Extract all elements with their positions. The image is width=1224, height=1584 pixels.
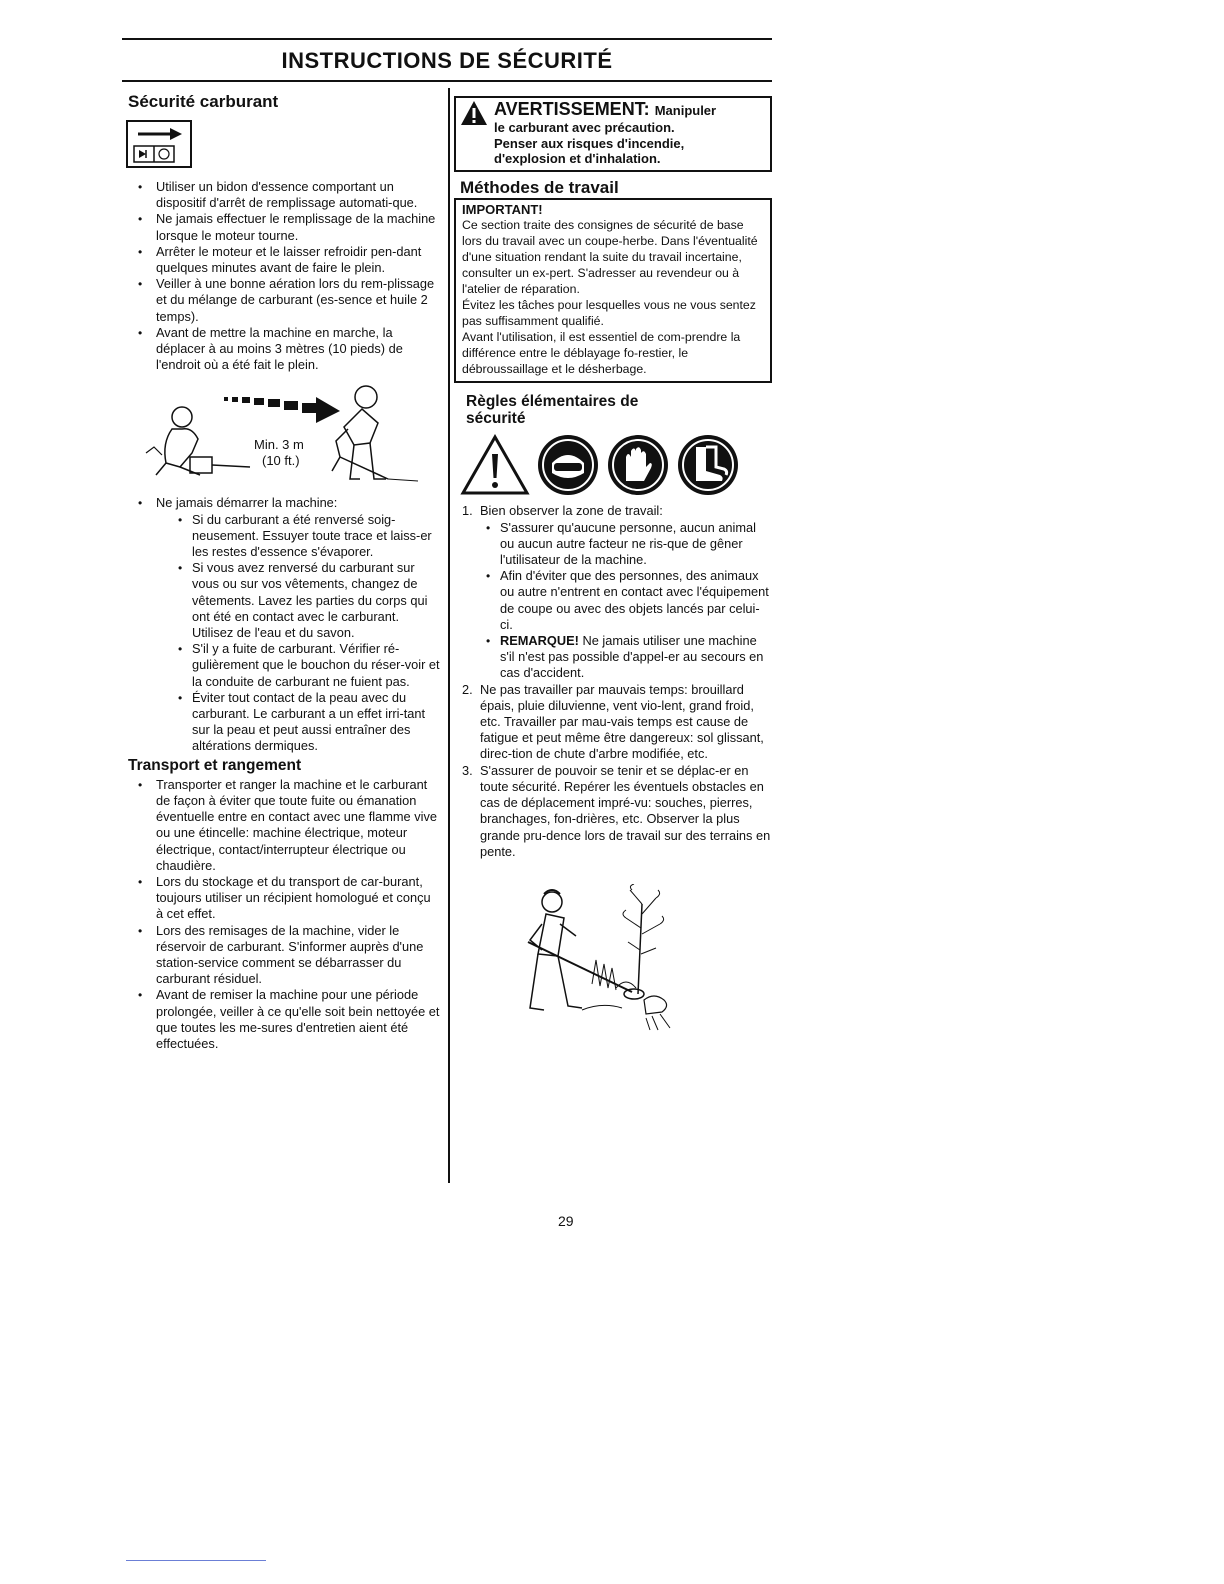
list-item: • Transporter et ranger la machine et le carburant de façon à éviter que toute fuite ou émanation éventuelle entre en contact avec une flamme vive ou une étincelle: machine électrique, moteur électrique, contact/interrupteur électrique ou chaudière. [128, 777, 440, 874]
item-number: 1. [462, 503, 473, 519]
sub-list-item: • Si vous avez renversé du carburant sur vous ou sur vos vêtements, changez de vêtements. Lavez les parties du corps qui ont été en contact avec le carburant. Utilisez de l'eau et du savon. [156, 560, 440, 641]
warning-line: le carburant avec précaution. [494, 120, 675, 135]
item-number: 2. [462, 681, 473, 697]
transport-heading: Transport et rangement [128, 756, 302, 774]
sub-list-item: • Afin d'éviter que des personnes, des animaux ou autre n'entrent en contact avec l'équipement de coupe ou avec des objets lancés par celui-ci. [480, 568, 772, 633]
distance-metric-label: Min. 3 m [254, 437, 304, 453]
warning-title [494, 100, 766, 120]
rule-sub-list [480, 520, 772, 682]
numbered-item [462, 503, 772, 681]
two-column-layout [122, 82, 772, 1183]
item-text: S'assurer de pouvoir se tenir et se déplac-er en toute sécurité. Repérer les éventuels obstacles en cas de déplacement impré-vu: souches, pierres, branchages, fon-drières, etc. Observer la plus grande pru-dence lors de travail sur des terrains en pente. [480, 762, 771, 859]
safety-icon-row [460, 433, 772, 497]
list-item: • Utiliser un bidon d'essence comportant un dispositif d'arrêt de remplissage automati-que. [128, 179, 440, 211]
item-text: Bien observer la zone de travail: [480, 503, 663, 519]
start-bullet-list [122, 495, 440, 754]
important-paragraph: Ce section traite des consignes de sécurité de base lors du travail avec un coupe-herbe. Dans l'éventualité d'une situation rendant la suite du travail incertaine, consulter un ex-pert. S'adresser au revendeur ou à l'atelier de réparation. [462, 217, 758, 296]
warning-line: Penser aux risques d'incendie, [494, 135, 685, 151]
list-item: • Arrêter le moteur et le laisser refroidir pen-dant quelques minutes avant de faire le plein. [128, 244, 440, 276]
right-column [450, 82, 772, 1183]
work-methods-heading: Méthodes de travail [460, 177, 619, 197]
page-title: INSTRUCTIONS DE SÉCURITÉ [281, 48, 613, 73]
important-title: IMPORTANT! [462, 201, 543, 217]
heading-line: Règles élémentaires de [466, 393, 639, 411]
left-column [122, 82, 448, 1183]
warning-text [494, 120, 766, 167]
refuel-illustration [140, 383, 422, 487]
important-paragraph: Avant l'utilisation, il est essentiel de com-prendre la différence entre le déblayage fo-restier, le débroussaillage et le désherbage. [462, 330, 741, 377]
warning-triangle-icon [460, 100, 488, 126]
sub-list-item: • REMARQUE! Ne jamais utiliser une machine s'il n'est pas possible d'appel-er au secours en cas d'accident. [480, 633, 772, 682]
list-item: • Ne jamais effectuer le remplissage de la machine lorsque le moteur tourne. [128, 211, 440, 243]
warning-first-word: Manipuler [654, 103, 717, 118]
important-box [454, 198, 772, 384]
trimmer-operator-illustration [522, 884, 682, 1034]
gloves-icon [606, 433, 670, 497]
remark-label: REMARQUE! [500, 633, 579, 649]
refuel-distance-figure [140, 383, 422, 487]
boots-icon [676, 433, 740, 497]
sub-list-item: • S'assurer qu'aucune personne, aucun animal ou aucun autre facteur ne ris-que de gêner l'utilisateur de la machine. [480, 520, 772, 569]
fuel-safety-heading: Sécurité carburant [128, 92, 279, 111]
fuel-bullet-list [122, 179, 440, 373]
page-number: 29 [558, 1213, 574, 1229]
list-item [128, 495, 440, 754]
list-item-text: Ne jamais démarrer la machine: [156, 495, 338, 511]
sub-list-item: • Éviter tout contact de la peau avec du carburant. Le carburant a un effet irri-tant sur la peau et peut aussi entraîner des altérations dermiques. [156, 690, 440, 755]
caution-triangle-icon [460, 434, 530, 496]
top-rule [122, 38, 772, 40]
list-item: • Avant de remiser la machine pour une période prolongée, veiller à ce qu'elle soit bein nettoyée et que toutes les me-sures d'entretien aient été effectuées. [128, 987, 440, 1052]
manual-page [122, 38, 772, 1229]
list-item: • Lors des remisages de la machine, vider le réservoir de carburant. S'informer auprès d'une station-service comment se débarrasser du carburant résiduel. [128, 923, 440, 988]
basic-safety-rules-heading [466, 393, 772, 427]
warning-box [454, 96, 772, 172]
refuel-stop-engine-icon [126, 120, 192, 168]
item-text: Ne pas travailler par mauvais temps: brouillard épais, pluie diluvienne, vent vio-lent, grand froid, etc. Travailler par mau-vais temps est cause de fatigue et peut même être dangereux: sol glissant, direc-tion de chute d'arbre modifiée, etc. [480, 681, 764, 762]
warning-line: d'explosion et d'inhalation. [494, 151, 661, 166]
numbered-item [462, 682, 772, 763]
numbered-item [462, 763, 772, 860]
warning-word: AVERTISSEMENT: [494, 99, 650, 119]
distance-imperial-label: (10 ft.) [262, 453, 300, 469]
start-sub-list [156, 512, 440, 755]
important-paragraph: Évitez les tâches pour lesquelles vous ne vous sentez pas suffisamment qualifié. [462, 297, 756, 329]
heading-line: sécurité [466, 410, 526, 428]
safety-rules-list [454, 503, 772, 859]
list-item: • Veiller à une bonne aération lors du rem-plissage et du mélange de carburant (es-sence et huile 2 temps). [128, 276, 440, 325]
footer-rule [126, 1560, 266, 1561]
sub-list-item: • Si du carburant a été renversé soig-neusement. Essuyer toute trace et laiss-er les restes d'essence s'évaporer. [156, 512, 440, 561]
transport-bullet-list [122, 777, 440, 1052]
item-number: 3. [462, 762, 473, 778]
face-protection-icon [536, 433, 600, 497]
list-item: • Lors du stockage et du transport de car-burant, toujours utiliser un récipient homologué et conçu à cet effet. [128, 874, 440, 923]
list-item: • Avant de mettre la machine en marche, la déplacer à au moins 3 mètres (10 pieds) de l'endroit où a été fait le plein. [128, 325, 440, 374]
sub-list-item: • S'il y a fuite de carburant. Vérifier ré-gulièrement que le bouchon du réser-voir et la conduite de carburant ne fuient pas. [156, 641, 440, 690]
